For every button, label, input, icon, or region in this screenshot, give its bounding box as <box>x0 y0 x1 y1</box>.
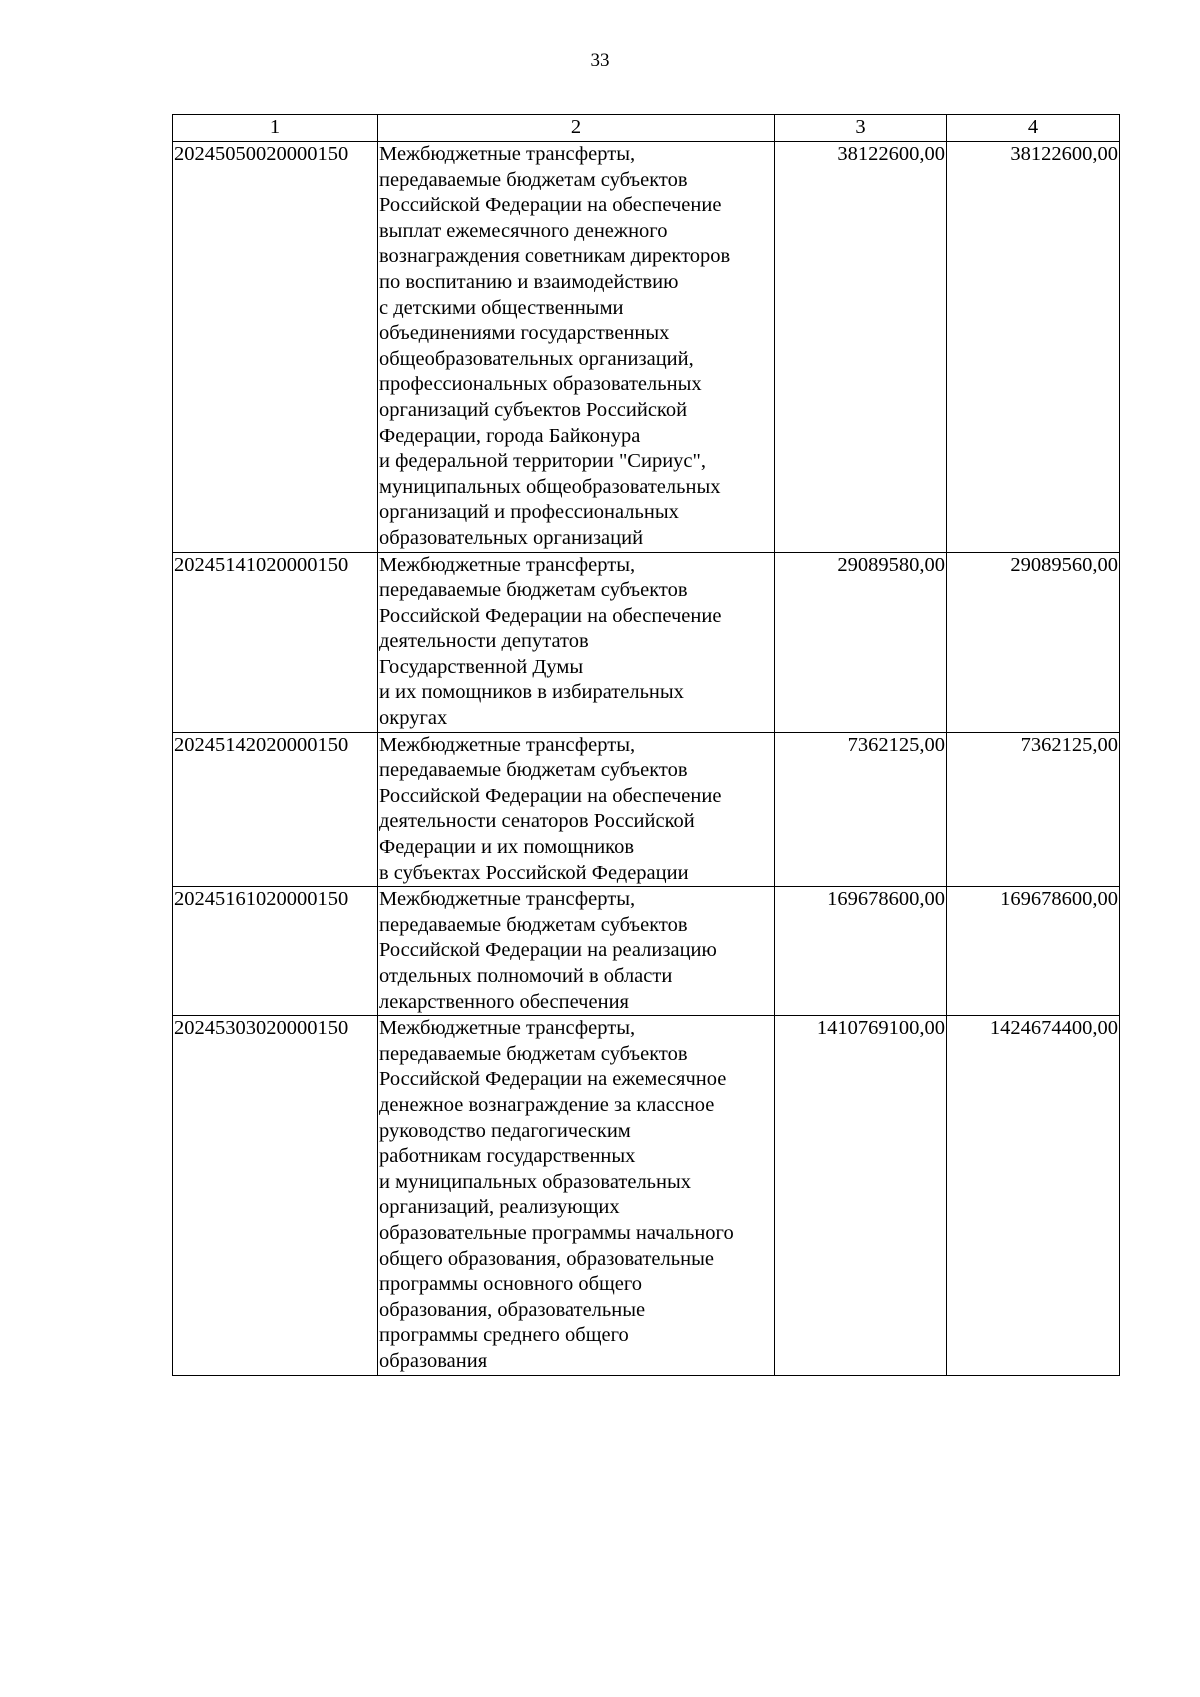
description-line: вознаграждения советникам директоров <box>379 245 731 268</box>
header-col-1: 1 <box>173 115 378 142</box>
row-description <box>378 732 775 887</box>
description-line: образовательных организаций <box>379 526 644 549</box>
description-line: Межбюджетные трансферты, <box>379 733 636 756</box>
description-line: и муниципальных образовательных <box>379 1170 692 1193</box>
table-row <box>173 142 1120 553</box>
description-line: с детскими общественными <box>379 296 624 319</box>
description-line: образования, образовательные <box>379 1298 646 1321</box>
table-header <box>173 115 1120 142</box>
description-line: передаваемые бюджетам субъектов <box>379 913 688 936</box>
table-row <box>173 1016 1120 1375</box>
table-body <box>173 142 1120 1376</box>
description-line: общего образования, образовательные <box>379 1247 714 1270</box>
row-code: 20245142020000150 <box>173 732 378 887</box>
description-line: Федерации и их помощников <box>379 836 635 859</box>
row-code: 20245141020000150 <box>173 552 378 732</box>
description-line: организаций субъектов Российской <box>379 398 688 421</box>
description-line: Российской Федерации на реализацию <box>379 939 717 962</box>
description-line: передаваемые бюджетам субъектов <box>379 579 688 602</box>
description-line: общеобразовательных организаций, <box>379 347 694 370</box>
row-amount-col-3: 38122600,00 <box>775 142 947 553</box>
description-line: по воспитанию и взаимодействию <box>379 270 679 293</box>
description-line: Межбюджетные трансферты, <box>379 888 636 911</box>
description-line: Российской Федерации на обеспечение <box>379 194 722 217</box>
row-amount-col-4: 1424674400,00 <box>947 1016 1120 1375</box>
row-description <box>378 552 775 732</box>
description-line: организаций и профессиональных <box>379 501 679 524</box>
header-col-4: 4 <box>947 115 1120 142</box>
row-code: 20245303020000150 <box>173 1016 378 1375</box>
table-row <box>173 887 1120 1016</box>
description-line: Государственной Думы <box>379 655 584 678</box>
row-amount-col-4: 169678600,00 <box>947 887 1120 1016</box>
description-line: образовательные программы начального <box>379 1221 734 1244</box>
description-line: деятельности сенаторов Российской <box>379 810 695 833</box>
description-line: работникам государственных <box>379 1145 636 1168</box>
row-amount-col-4: 7362125,00 <box>947 732 1120 887</box>
description-line: профессиональных образовательных <box>379 373 702 396</box>
description-line: образования <box>379 1349 488 1372</box>
row-amount-col-4: 38122600,00 <box>947 142 1120 553</box>
description-line: Российской Федерации на ежемесячное <box>379 1068 727 1091</box>
description-line: организаций, реализующих <box>379 1196 620 1219</box>
row-amount-col-3: 7362125,00 <box>775 732 947 887</box>
header-col-3: 3 <box>775 115 947 142</box>
page-number: 33 <box>590 50 610 71</box>
description-line: руководство педагогическим <box>379 1119 631 1142</box>
description-line: отдельных полномочий в области <box>379 965 673 987</box>
row-description <box>378 1016 775 1375</box>
description-line: денежное вознаграждение за классное <box>379 1093 715 1116</box>
description-line: программы основного общего <box>379 1273 643 1296</box>
description-line: муниципальных общеобразовательных <box>379 475 721 498</box>
description-line: передаваемые бюджетам субъектов <box>379 759 688 782</box>
row-code: 20245161020000150 <box>173 887 378 1016</box>
description-line: Федерации, города Байконура <box>379 424 641 447</box>
table-row <box>173 732 1120 887</box>
row-amount-col-3: 29089580,00 <box>775 552 947 732</box>
row-code: 20245050020000150 <box>173 142 378 553</box>
description-line: и федеральной территории "Сириус", <box>379 450 707 473</box>
budget-table <box>172 114 1120 1376</box>
description-line: объединениями государственных <box>379 322 670 345</box>
description-line: передаваемые бюджетам субъектов <box>379 168 688 191</box>
row-amount-col-3: 169678600,00 <box>775 887 947 1016</box>
row-description <box>378 887 775 1016</box>
header-col-2: 2 <box>378 115 775 142</box>
header-row <box>173 115 1120 142</box>
description-line: передаваемые бюджетам субъектов <box>379 1042 688 1065</box>
description-line: в субъектах Российской Федерации <box>379 861 689 884</box>
description-line: Российской Федерации на обеспечение <box>379 604 722 627</box>
description-line: Межбюджетные трансферты, <box>379 553 636 576</box>
description-line: Межбюджетные трансферты, <box>379 143 636 165</box>
description-line: выплат ежемесячного денежного <box>379 219 668 242</box>
description-line: Российской Федерации на обеспечение <box>379 784 722 807</box>
description-line: деятельности депутатов <box>379 630 589 653</box>
table-row <box>173 552 1120 732</box>
description-line: округах <box>379 707 448 730</box>
description-line: программы среднего общего <box>379 1324 629 1347</box>
row-description <box>378 142 775 553</box>
row-amount-col-4: 29089560,00 <box>947 552 1120 732</box>
row-amount-col-3: 1410769100,00 <box>775 1016 947 1375</box>
description-line: лекарственного обеспечения <box>379 990 629 1013</box>
description-line: Межбюджетные трансферты, <box>379 1017 636 1040</box>
description-line: и их помощников в избирательных <box>379 681 684 704</box>
